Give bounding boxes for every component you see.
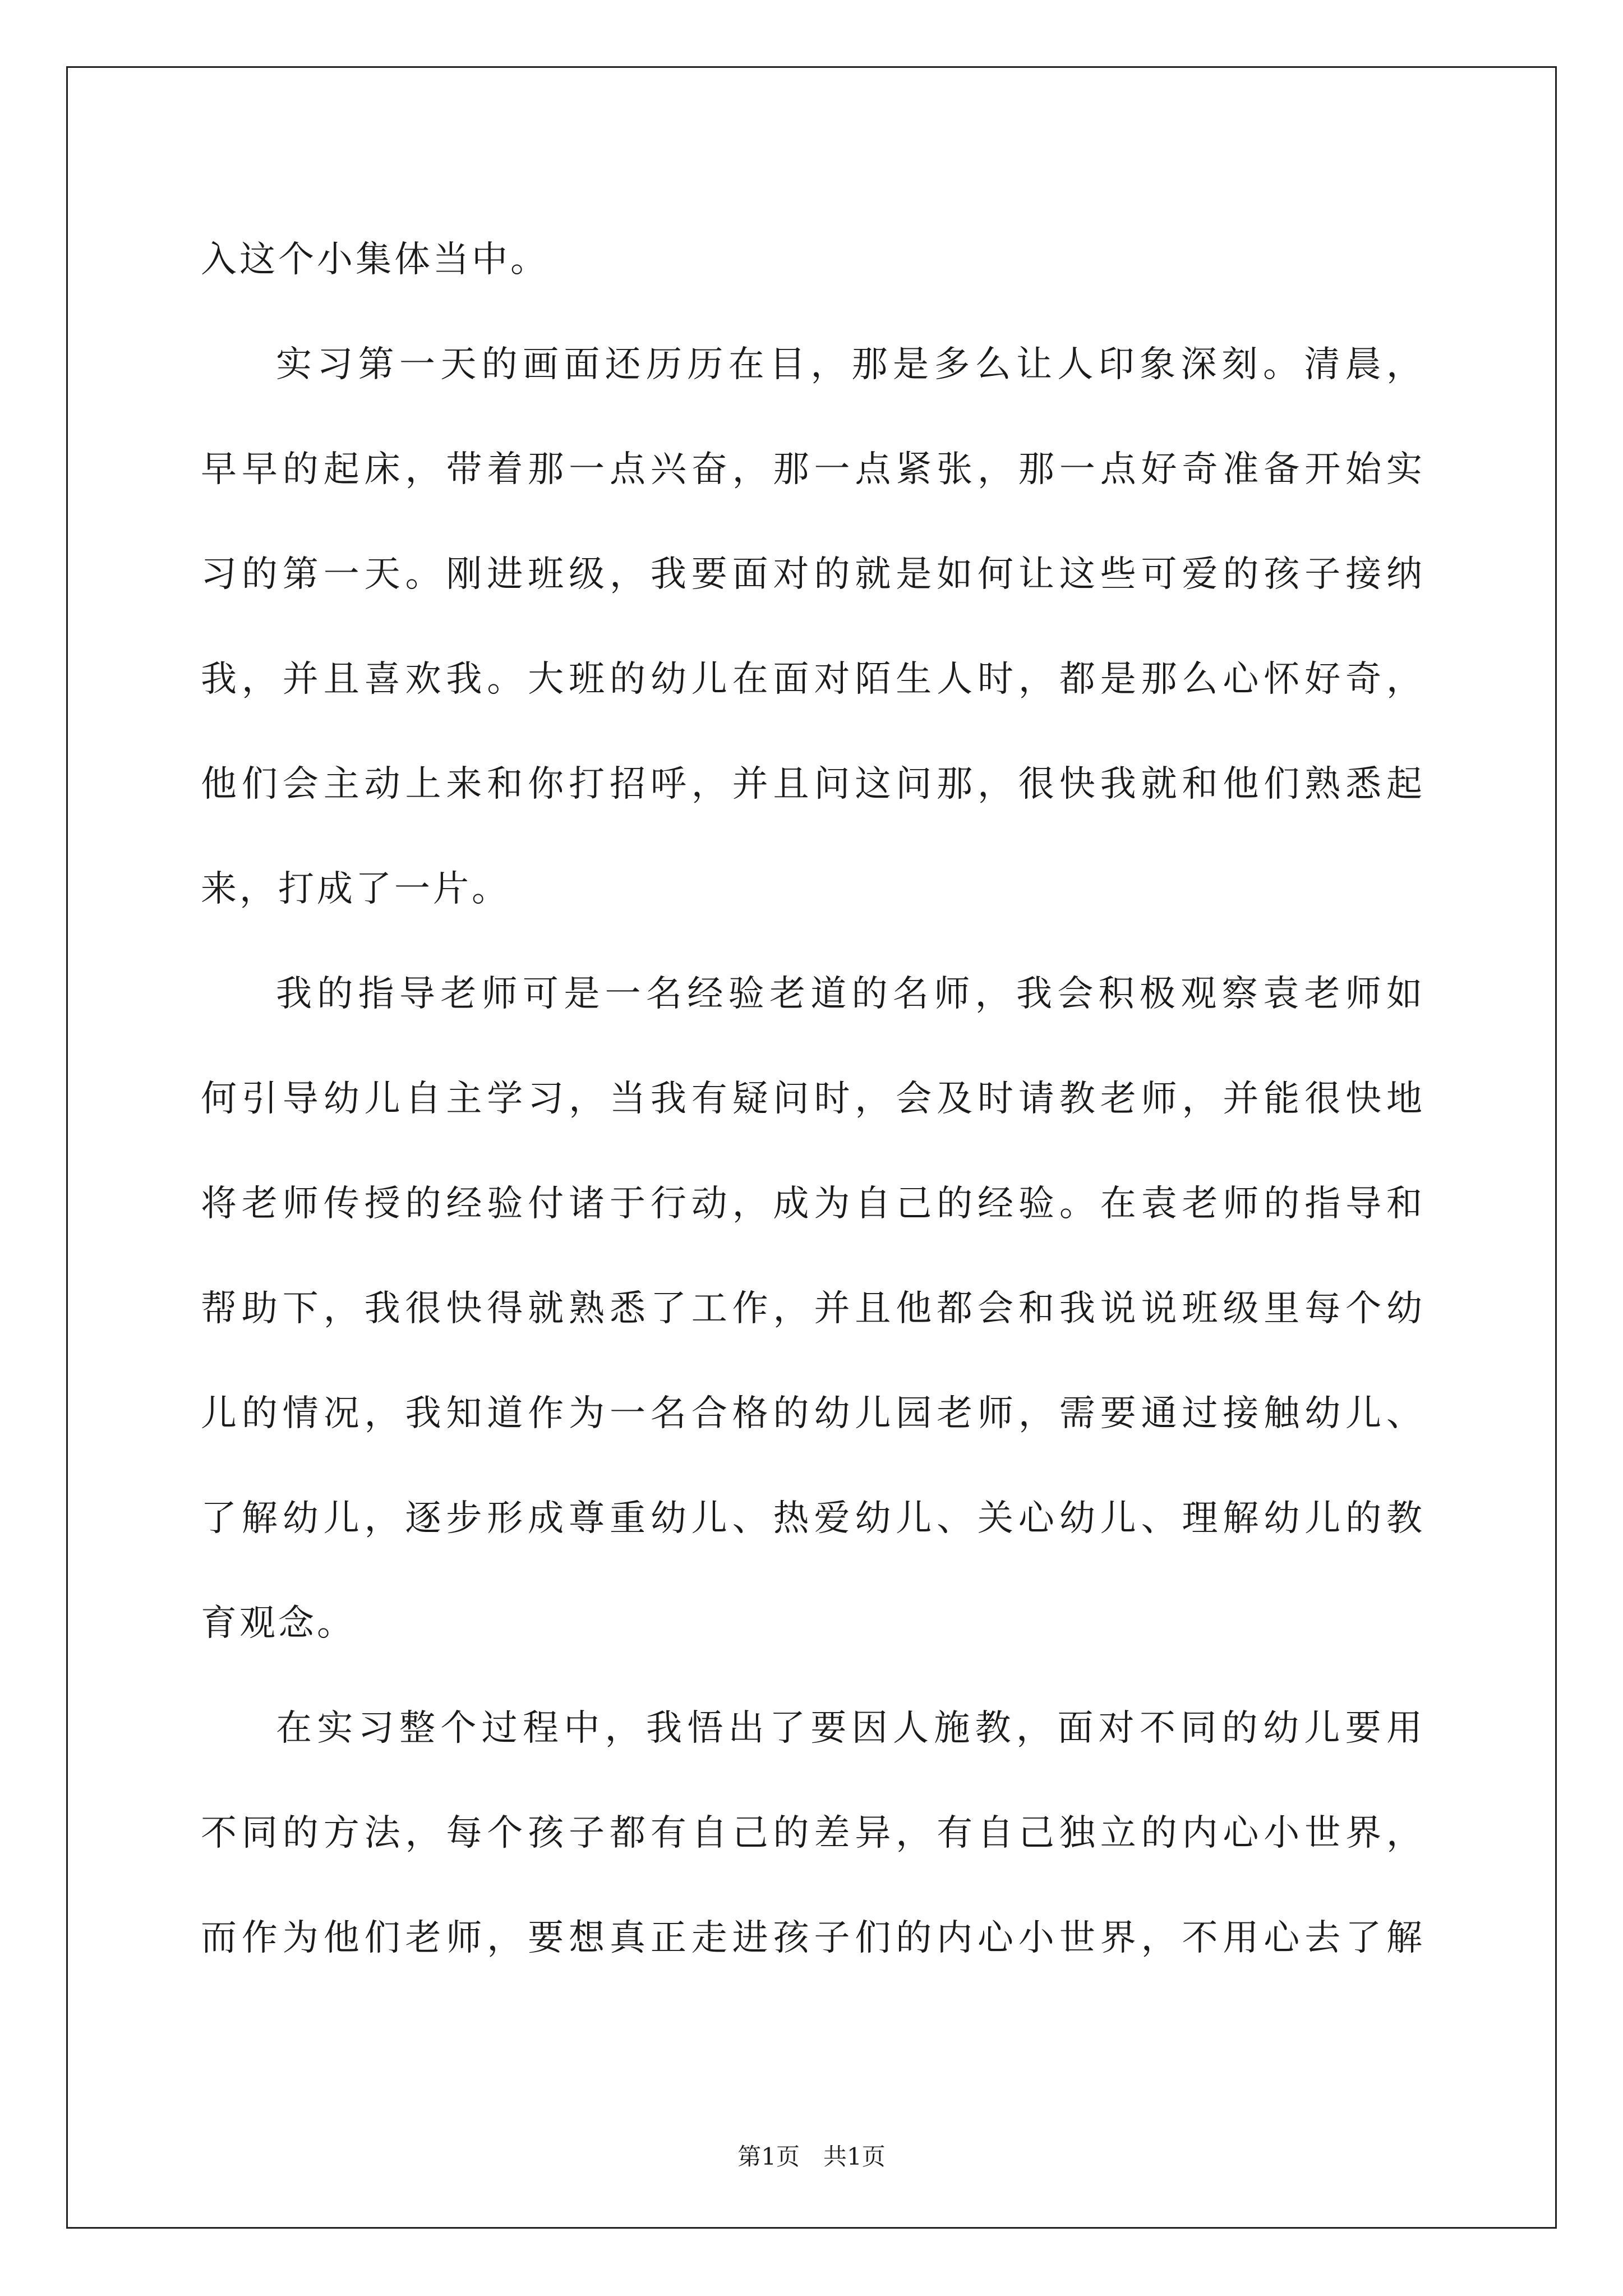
text-line: 育观念。 <box>201 1603 356 1644</box>
text-line: 将老师传授的经验付诸于行动，成为自己的经验。在袁老师的指导和 <box>201 1183 1422 1225</box>
text-line: 了解幼儿，逐步形成尊重幼儿、热爱幼儿、关心幼儿、理解幼儿的教 <box>201 1498 1422 1539</box>
page-number-footer: 第1页 共1页 <box>737 2143 886 2170</box>
text-line: 何引导幼儿自主学习，当我有疑问时，会及时请教老师，并能很快地 <box>201 1078 1422 1120</box>
document-body <box>201 208 1422 1991</box>
text-line: 入这个小集体当中。 <box>201 239 549 280</box>
text-line: 我，并且喜欢我。大班的幼儿在面对陌生人时，都是那么心怀好奇， <box>201 659 1422 700</box>
text-line: 儿的情况，我知道作为一名合格的幼儿园老师，需要通过接触幼儿、 <box>201 1393 1422 1434</box>
text-line: 我的指导老师可是一名经验老道的名师，我会积极观察袁老师如 <box>276 973 1422 1015</box>
text-line: 不同的方法，每个孩子都有自己的差异，有自己独立的内心小世界， <box>201 1812 1422 1854</box>
text-line: 实习第一天的画面还历历在目，那是多么让人印象深刻。清晨， <box>276 344 1422 385</box>
text-line: 帮助下，我很快得就熟悉了工作，并且他都会和我说说班级里每个幼 <box>201 1288 1422 1329</box>
text-line: 而作为他们老师，要想真正走进孩子们的内心小世界，不用心去了解 <box>201 1917 1422 1959</box>
text-line: 习的第一天。刚进班级，我要面对的就是如何让这些可爱的孩子接纳 <box>201 554 1422 595</box>
text-line: 在实习整个过程中，我悟出了要因人施教，面对不同的幼儿要用 <box>276 1708 1422 1749</box>
text-line: 他们会主动上来和你打招呼，并且问这问那，很快我就和他们熟悉起 <box>201 763 1422 805</box>
text-line: 早早的起床，带着那一点兴奋，那一点紧张，那一点好奇准备开始实 <box>201 449 1422 490</box>
text-line: 来，打成了一片。 <box>201 868 510 910</box>
